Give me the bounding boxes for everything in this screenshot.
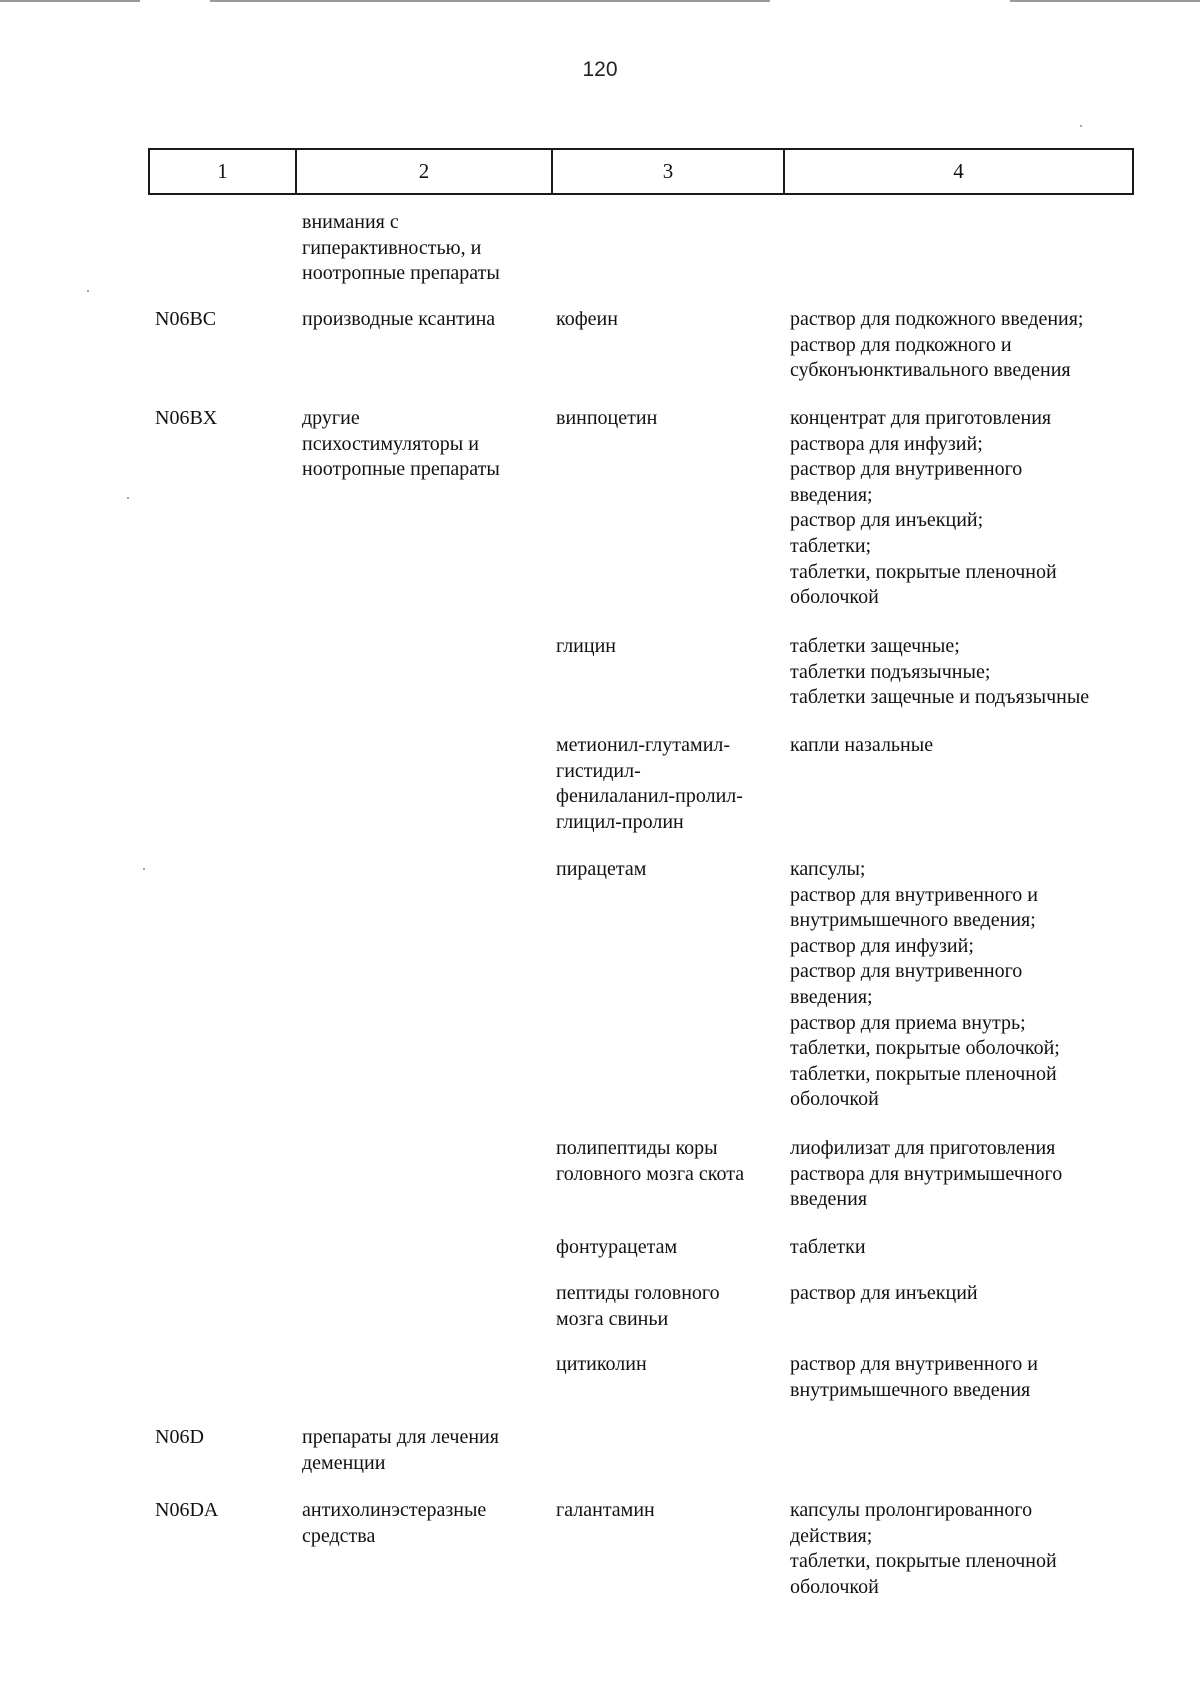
drug-name: винпоцетин	[556, 407, 658, 429]
drug-name: глицин	[556, 635, 616, 657]
drug-name: кофеин	[556, 308, 618, 330]
header-col-1: 1	[150, 150, 297, 193]
header-col-3: 3	[553, 150, 785, 193]
dosage-forms: раствор для внутривенного и внутримышечного введения	[790, 1353, 1039, 1401]
scan-artifact	[0, 0, 140, 2]
dosage-forms: таблетки	[790, 1236, 866, 1258]
atc-code: N06D	[155, 1426, 204, 1448]
table-header	[148, 148, 1134, 195]
scan-speck	[143, 868, 145, 870]
dosage-forms: капли назальные	[790, 734, 934, 756]
atc-code: N06DA	[155, 1499, 219, 1521]
anatomical-group: препараты для лечения деменции	[302, 1426, 499, 1474]
page-number: 120	[582, 58, 618, 81]
dosage-forms: капсулы пролонгированного действия; таблетки, покрытые пленочной оболочкой	[790, 1499, 1057, 1598]
scan-artifact	[1010, 0, 1200, 2]
scan-speck	[1080, 125, 1082, 127]
header-col-2: 2	[297, 150, 553, 193]
scan-speck	[127, 497, 129, 499]
dosage-forms: раствор для инъекций	[790, 1282, 978, 1304]
dosage-forms: таблетки защечные; таблетки подъязычные; таблетки защечные и подъязычные	[790, 635, 1090, 709]
dosage-forms: капсулы; раствор для внутривенного и внутримышечного введения; раствор для инфузий; раствор для внутривенного введения; раствор для приема внутрь; таблетки, покрытые оболочкой; таблетки, покрытые пленочной оболочкой	[790, 858, 1060, 1111]
dosage-forms: раствор для подкожного введения; раствор для подкожного и субконъюнктивального введения	[790, 308, 1084, 382]
drug-name: цитиколин	[556, 1353, 647, 1375]
dosage-forms: концентрат для приготовления раствора для инфузий; раствор для внутривенного введения; раствор для инъекций; таблетки; таблетки, покрытые пленочной оболочкой	[790, 407, 1057, 609]
header-col-4: 4	[953, 159, 964, 183]
drug-name: галантамин	[556, 1499, 655, 1521]
drug-name: пирацетам	[556, 858, 647, 880]
atc-code: N06BX	[155, 407, 218, 429]
anatomical-group: антихолинэстеразные средства	[302, 1499, 487, 1547]
drug-name: метионил-глутамил- гистидил- фенилаланил-пролил- глицил-пролин	[556, 734, 743, 833]
anatomical-group: внимания с гиперактивностью, и ноотропные препараты	[302, 211, 500, 285]
dosage-forms: лиофилизат для приготовления раствора для внутримышечного введения	[790, 1137, 1063, 1211]
scan-speck	[87, 290, 89, 292]
scan-artifact	[210, 0, 770, 2]
anatomical-group: производные ксантина	[302, 308, 496, 330]
drug-name: полипептиды коры головного мозга скота	[556, 1137, 745, 1185]
atc-code: N06BC	[155, 308, 217, 330]
anatomical-group: другие психостимуляторы и ноотропные препараты	[302, 407, 500, 481]
drug-name: пептиды головного мозга свиньи	[556, 1282, 720, 1330]
drug-name: фонтурацетам	[556, 1236, 678, 1258]
